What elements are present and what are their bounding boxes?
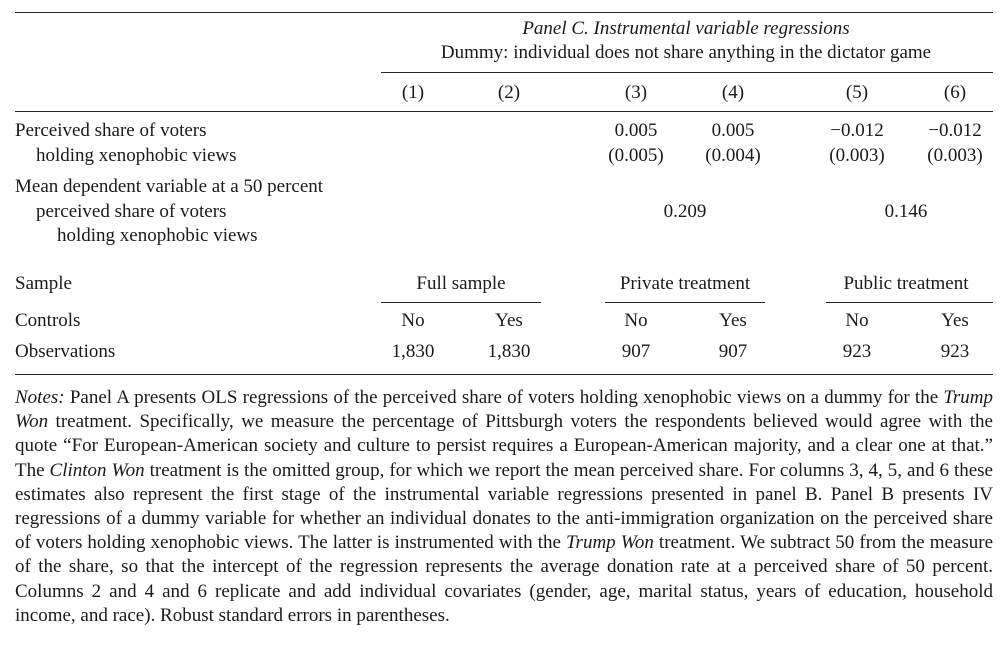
- notes-text-3: treatment is the omitted group, for which we report the mean perceived share. For columns 3, 4, 5, and 6 these estimates also represent the first stage of the instrumental variable regressions presented in panel B. Panel B presents IV regressions of a dummy variable for whether an individual donates to the anti-immigration organization on the perceived share of voters holding xenophobic views. The latter is instrumented with the: [15, 459, 993, 554]
- perceived-share-label-line2: holding xenophobic views: [36, 145, 237, 166]
- mean-dep-public-value: 0.146: [884, 201, 928, 222]
- notes-text-4: treatment. We subtract 50 from the measure of the share, so that the intercept of the regression represents the average donation rate at a perceived share of 50 percent. Columns 2 and 4 and 6 replicate and add individual covariates (gender, age, marital status, years of education, household income, and race). Robust standard errors in parentheses.: [15, 532, 993, 626]
- column-header-6: (6): [943, 82, 967, 103]
- table-notes: [15, 386, 993, 628]
- observations-col2: 1,830: [487, 341, 531, 362]
- sample-private-underline: [605, 302, 765, 303]
- se-col4: (0.004): [705, 145, 761, 166]
- coef-col5: −0.012: [830, 120, 884, 141]
- column-header-3: (3): [624, 82, 648, 103]
- se-col5: (0.003): [829, 145, 885, 166]
- se-col6: (0.003): [927, 145, 983, 166]
- sample-group-public: Public treatment: [843, 273, 969, 294]
- se-col3: (0.005): [608, 145, 664, 166]
- notes-emph-clinton-won: Clinton Won: [49, 459, 145, 481]
- sample-group-private: Private treatment: [619, 273, 751, 294]
- panel-subtitle: Dummy: individual does not share anything in the dictator game: [440, 42, 932, 63]
- coef-col3: 0.005: [614, 120, 658, 141]
- notes-emph-trump-won-2: Trump Won: [566, 532, 654, 554]
- sample-group-full: Full sample: [416, 273, 506, 294]
- controls-label: Controls: [15, 310, 81, 331]
- observations-col4: 907: [718, 341, 748, 362]
- observations-col3: 907: [621, 341, 651, 362]
- controls-col3: No: [624, 310, 648, 331]
- observations-col6: 923: [940, 341, 970, 362]
- notes-emph-trump-won-1: Trump Won: [15, 387, 993, 433]
- observations-label: Observations: [15, 341, 116, 362]
- controls-col2: Yes: [495, 310, 523, 331]
- notes-text-1: Panel A presents OLS regressions of the perceived share of voters holding xenophobic views on a dummy for the: [64, 387, 944, 408]
- panel-header-rule: [381, 72, 993, 73]
- sample-public-underline: [826, 302, 993, 303]
- notes-label: Notes:: [15, 387, 65, 408]
- controls-col6: Yes: [941, 310, 969, 331]
- controls-col4: Yes: [719, 310, 747, 331]
- sample-label: Sample: [15, 273, 72, 294]
- controls-col1: No: [401, 310, 425, 331]
- column-header-2: (2): [497, 82, 521, 103]
- column-header-1: (1): [401, 82, 425, 103]
- column-header-rule: [15, 111, 993, 112]
- controls-col5: No: [845, 310, 869, 331]
- mean-dep-label-line3: holding xenophobic views: [57, 225, 258, 246]
- mean-dep-private-value: 0.209: [663, 201, 707, 222]
- coef-col4: 0.005: [711, 120, 755, 141]
- column-header-4: (4): [721, 82, 745, 103]
- sample-full-underline: [381, 302, 541, 303]
- mean-dep-label-line2: perceived share of voters: [36, 201, 227, 222]
- observations-col5: 923: [842, 341, 872, 362]
- perceived-share-label-line1: Perceived share of voters: [15, 120, 207, 141]
- bottom-rule: [15, 374, 993, 375]
- observations-col1: 1,830: [391, 341, 435, 362]
- coef-col6: −0.012: [928, 120, 982, 141]
- panel-title: Panel C. Instrumental variable regressions: [522, 18, 850, 39]
- column-header-5: (5): [845, 82, 869, 103]
- mean-dep-label-line1: Mean dependent variable at a 50 percent: [15, 176, 324, 197]
- top-rule: [15, 12, 993, 13]
- notes-text-2: treatment. Specifically, we measure the percentage of Pittsburgh voters the respondents believed would agree with the quote “For European-American society and culture to persist requires a European-American majority, and a clear one at that.” The: [15, 411, 993, 481]
